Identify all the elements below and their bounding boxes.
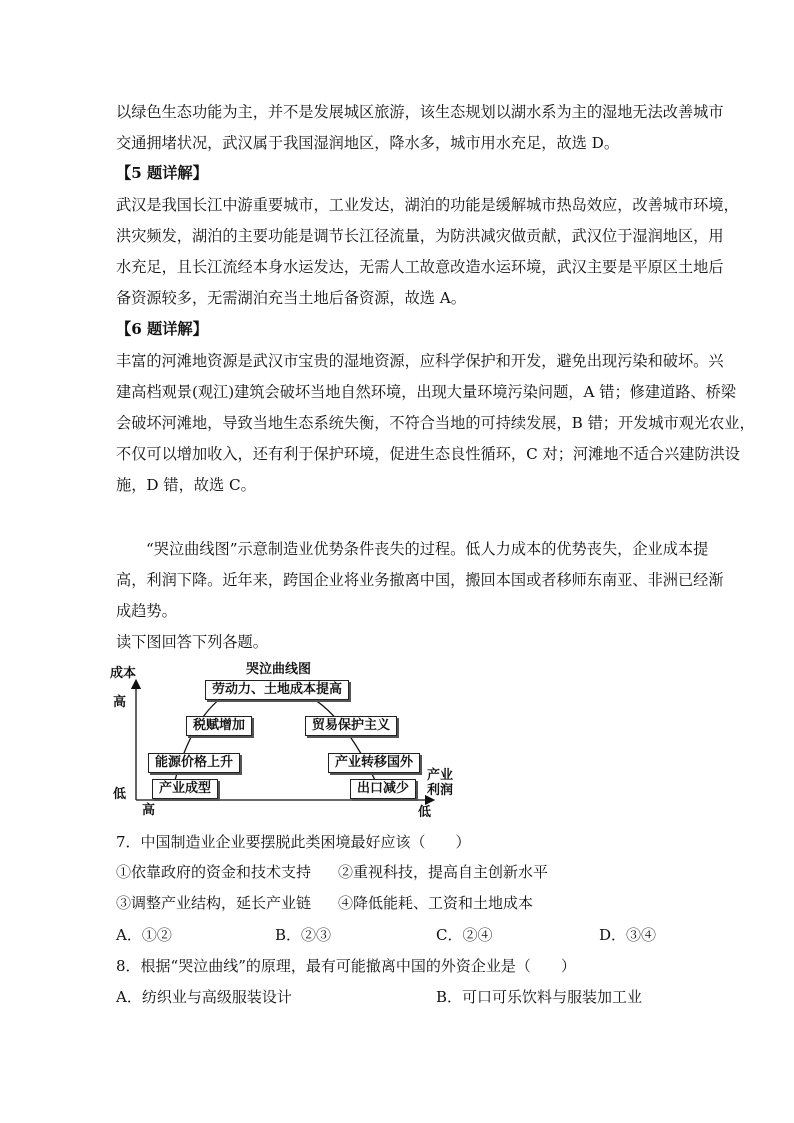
q8-stem: 8．根据“哭泣曲线”的原理，最有可能撤离中国的外资企业是（ ） bbox=[116, 957, 576, 975]
intro-line-2: 高，利润下降。近年来，跨国企业将业务撤离中国，搬回本国或者移师东南亚、非洲已经渐 bbox=[116, 571, 724, 589]
q6-line-1: 丰富的河滩地资源是武汉市宝贵的湿地资源，应科学保护和开发，避免出现污染和破坏。兴 bbox=[116, 352, 724, 370]
q7-option-a: A．①② bbox=[116, 926, 172, 944]
box-energy-price: 能源价格上升 bbox=[148, 753, 240, 773]
q7-option-c: C．②④ bbox=[436, 926, 493, 944]
box-labor-land-cost: 劳动力、土地成本提高 bbox=[205, 680, 349, 700]
q5-line-1: 武汉是我国长江中游重要城市，工业发达，湖泊的功能是缓解城市热岛效应，改善城市环境， bbox=[116, 196, 739, 214]
q6-line-5: 施，D 错，故选 C。 bbox=[116, 476, 256, 494]
intro-line-3: 成趋势。 bbox=[116, 602, 177, 620]
q7-statement-3: ③调整产业结构，延长产业链 bbox=[116, 894, 312, 912]
box-tax-increase: 税赋增加 bbox=[186, 716, 252, 736]
q6-heading: 【6 题详解】 bbox=[116, 320, 208, 338]
x-high-label: 高 bbox=[142, 803, 156, 818]
q6-line-2: 建高档观景(观江)建筑会破坏当地自然环境，出现大量环境污染问题，A 错；修建道路、桥梁 bbox=[116, 383, 736, 401]
q6-line-4: 不仅可以增加收入，还有利于保护环境，促进生态良性循环，C 对；河滩地不适合兴建防洪设 bbox=[116, 445, 740, 463]
q8-option-b: B．可口可乐饮料与服装加工业 bbox=[436, 988, 643, 1006]
diagram-title: 哭泣曲线图 bbox=[246, 662, 312, 677]
q7-statement-1: ①依靠政府的资金和技术支持 bbox=[116, 863, 312, 881]
q5-line-4: 备资源较多，无需湖泊充当土地后备资源，故选 A。 bbox=[116, 289, 466, 307]
q7-statement-4: ④降低能耗、工资和土地成本 bbox=[338, 894, 534, 912]
x-axis-label-2: 利润 bbox=[427, 783, 454, 798]
q6-line-3: 会破坏河滩地，导致当地生态系统失衡，不符合当地的可持续发展，B 错；开发城市观光农业， bbox=[116, 414, 755, 432]
box-export-decrease: 出口减少 bbox=[350, 779, 416, 799]
box-trade-protectionism: 贸易保护主义 bbox=[305, 716, 397, 736]
y-low-label: 低 bbox=[113, 787, 127, 802]
x-axis-label-1: 产业 bbox=[427, 768, 454, 783]
q7-option-d: D．③④ bbox=[599, 926, 657, 944]
q8-option-a: A．纺织业与高级服装设计 bbox=[116, 988, 292, 1006]
q7-statement-2: ②重视科技，提高自主创新水平 bbox=[338, 863, 549, 881]
analysis-line-1: 以绿色生态功能为主，并不是发展城区旅游，该生态规划以湖水系为主的湿地无法改善城市 bbox=[116, 103, 724, 121]
analysis-line-2: 交通拥堵状况，武汉属于我国湿润地区，降水多，城市用水充足，故选 D。 bbox=[116, 134, 620, 152]
q7-stem: 7．中国制造业企业要摆脱此类困境最好应该（ ） bbox=[116, 833, 471, 851]
q5-line-3: 水充足，且长江流经本身水运发达，无需人工故意改造水运环境，武汉主要是平原区土地后 bbox=[116, 258, 724, 276]
y-axis-label: 成本 bbox=[110, 666, 137, 681]
y-high-label: 高 bbox=[113, 695, 127, 710]
intro-line-1 bbox=[116, 539, 709, 559]
q5-line-2: 洪灾频发，湖泊的主要功能是调节长江径流量，为防洪减灾做贡献，武汉位于湿润地区，用 bbox=[116, 227, 724, 245]
intro-text-1: “哭泣曲线图”示意制造业优势条件丧失的过程。低人力成本的优势丧失，企业成本提 bbox=[146, 540, 709, 558]
crying-curve-diagram bbox=[112, 662, 472, 822]
intro-line-4: 读下图回答下列各题。 bbox=[116, 633, 268, 651]
box-industry-formed: 产业成型 bbox=[152, 779, 218, 799]
q5-heading: 【5 题详解】 bbox=[116, 164, 208, 182]
q7-option-b: B．②③ bbox=[275, 926, 332, 944]
x-low-label: 低 bbox=[418, 805, 432, 820]
box-industry-transfer: 产业转移国外 bbox=[328, 753, 420, 773]
